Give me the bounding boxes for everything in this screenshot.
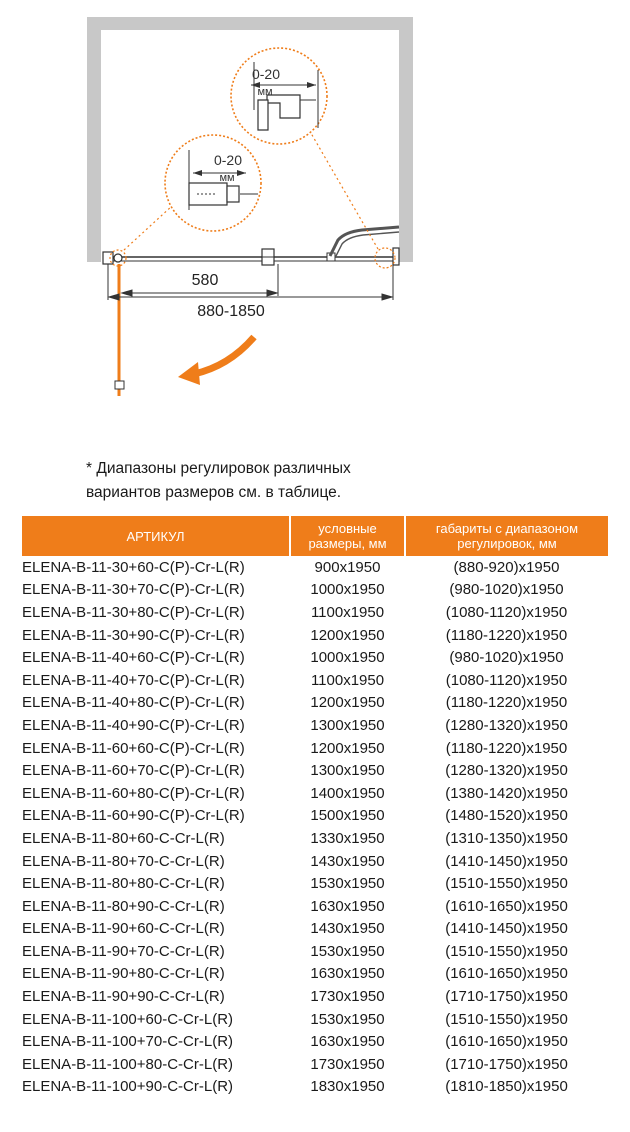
size-range-cell: (1080-1120)x1950: [445, 671, 568, 689]
table-row: [22, 601, 608, 624]
table-row: [22, 782, 608, 805]
glass-panel: [108, 257, 398, 261]
wall-right: [399, 17, 413, 262]
article-cell: ELENA-B-11-30+70-C(P)-Cr-L(R): [22, 581, 245, 599]
table-row: [22, 1008, 608, 1031]
size-range-cell: (1180-1220)x1950: [445, 739, 568, 757]
nominal-size-cell: 1430x1950: [310, 920, 385, 938]
article-cell: ELENA-B-11-80+80-C-Cr-L(R): [22, 875, 225, 893]
open-door-panel: [115, 264, 124, 396]
table-row: [22, 827, 608, 850]
table-row: [22, 1030, 608, 1053]
wall-left: [87, 17, 101, 262]
nominal-size-cell: 1200x1950: [310, 626, 385, 644]
size-range-cell: (1510-1550)x1950: [445, 942, 568, 960]
spec-table: [22, 516, 608, 1098]
header-size-range: габариты с диапазоном регулировок, мм: [405, 516, 608, 556]
table-row: [22, 759, 608, 782]
nominal-size-cell: 1500x1950: [310, 807, 385, 825]
nominal-size-cell: 1200x1950: [310, 739, 385, 757]
nominal-size-cell: 900x1950: [314, 558, 381, 576]
article-cell: ELENA-B-11-40+90-C(P)-Cr-L(R): [22, 716, 245, 734]
article-cell: ELENA-B-11-100+90-C-Cr-L(R): [22, 1078, 234, 1096]
size-range-cell: (1080-1120)x1950: [445, 603, 568, 621]
article-cell: ELENA-B-11-60+70-C(P)-Cr-L(R): [22, 762, 245, 780]
size-range-cell: (1510-1550)x1950: [445, 875, 568, 893]
table-row: [22, 556, 608, 579]
left-wall-profile: [103, 252, 122, 264]
table-row: [22, 1053, 608, 1076]
size-range-cell: (880-920)x1950: [453, 558, 560, 576]
header-nominal-size: условные размеры, мм: [290, 516, 405, 556]
table-row: [22, 872, 608, 895]
article-cell: ELENA-B-11-30+60-C(P)-Cr-L(R): [22, 558, 245, 576]
zoom-right-unit: мм: [257, 86, 273, 98]
nominal-size-cell: 1300x1950: [310, 762, 385, 780]
size-range-cell: (980-1020)x1950: [449, 581, 564, 599]
article-cell: ELENA-B-11-40+80-C(P)-Cr-L(R): [22, 694, 245, 712]
size-range-cell: (1610-1650)x1950: [445, 965, 568, 983]
size-range-cell: (1410-1450)x1950: [445, 920, 568, 938]
article-cell: ELENA-B-11-30+80-C(P)-Cr-L(R): [22, 603, 245, 621]
shower-door-diagram: [0, 0, 630, 420]
zoom-left-unit: мм: [219, 172, 235, 184]
zoom-right-range: 0-20: [251, 66, 281, 82]
nominal-size-cell: 1200x1950: [310, 694, 385, 712]
size-range-cell: (1280-1320)x1950: [445, 762, 568, 780]
article-cell: ELENA-B-11-90+70-C-Cr-L(R): [22, 942, 225, 960]
swing-arrow: [178, 337, 254, 385]
nominal-size-cell: 1400x1950: [310, 784, 385, 802]
adjustment-note: [86, 457, 526, 505]
size-range-cell: (1610-1650)x1950: [445, 1033, 568, 1051]
article-cell: ELENA-B-11-100+60-C-Cr-L(R): [22, 1010, 234, 1028]
table-row: [22, 985, 608, 1008]
table-header-row: [22, 516, 608, 556]
table-row: [22, 805, 608, 828]
dimension-door-width: 580: [191, 272, 219, 289]
nominal-size-cell: 1630x1950: [310, 1033, 385, 1051]
nominal-size-cell: 1830x1950: [310, 1078, 385, 1096]
note-line-1: * Диапазоны регулировок различных: [86, 460, 351, 477]
nominal-size-cell: 1000x1950: [310, 581, 385, 599]
nominal-size-cell: 1630x1950: [310, 965, 385, 983]
nominal-size-cell: 1330x1950: [310, 829, 385, 847]
table-row: [22, 579, 608, 602]
nominal-size-cell: 1730x1950: [310, 1055, 385, 1073]
size-range-cell: (1180-1220)x1950: [445, 694, 568, 712]
header-article: АРТИКУЛ: [22, 516, 290, 556]
nominal-size-cell: 1100x1950: [310, 671, 385, 689]
size-range-cell: (1510-1550)x1950: [445, 1010, 568, 1028]
nominal-size-cell: 1100x1950: [310, 603, 385, 621]
table-row: [22, 646, 608, 669]
article-cell: ELENA-B-11-40+60-C(P)-Cr-L(R): [22, 649, 245, 667]
article-cell: ELENA-B-11-60+90-C(P)-Cr-L(R): [22, 807, 245, 825]
article-cell: ELENA-B-11-60+80-C(P)-Cr-L(R): [22, 784, 245, 802]
table-row: [22, 714, 608, 737]
shower-mixer: [330, 227, 399, 256]
nominal-size-cell: 1630x1950: [310, 897, 385, 915]
table-row: [22, 669, 608, 692]
nominal-size-cell: 1530x1950: [310, 1010, 385, 1028]
table-row: [22, 624, 608, 647]
table-row: [22, 1076, 608, 1099]
table-row: [22, 895, 608, 918]
table-row: [22, 737, 608, 760]
article-cell: ELENA-B-11-40+70-C(P)-Cr-L(R): [22, 671, 245, 689]
article-cell: ELENA-B-11-90+90-C-Cr-L(R): [22, 988, 225, 1006]
spec-table-body: [22, 556, 608, 1098]
nominal-size-cell: 1730x1950: [310, 988, 385, 1006]
table-row: [22, 850, 608, 873]
hinge-clamp: [262, 249, 274, 265]
size-range-cell: (1180-1220)x1950: [445, 626, 568, 644]
article-cell: ELENA-B-11-100+80-C-Cr-L(R): [22, 1055, 234, 1073]
article-cell: ELENA-B-11-90+80-C-Cr-L(R): [22, 965, 225, 983]
dimension-lines: [108, 264, 393, 300]
note-line-2: вариантов размеров см. в таблице.: [86, 484, 342, 501]
table-row: [22, 918, 608, 941]
table-row: [22, 692, 608, 715]
size-range-cell: (1310-1350)x1950: [445, 829, 568, 847]
nominal-size-cell: 1530x1950: [310, 942, 385, 960]
nominal-size-cell: 1000x1950: [310, 649, 385, 667]
size-range-cell: (1610-1650)x1950: [445, 897, 568, 915]
nominal-size-cell: 1430x1950: [310, 852, 385, 870]
size-range-cell: (1810-1850)x1950: [445, 1078, 568, 1096]
dimension-total-range: 880-1850: [197, 303, 265, 320]
table-row: [22, 940, 608, 963]
size-range-cell: (1280-1320)x1950: [445, 716, 568, 734]
article-cell: ELENA-B-11-30+90-C(P)-Cr-L(R): [22, 626, 245, 644]
nominal-size-cell: 1530x1950: [310, 875, 385, 893]
nominal-size-cell: 1300x1950: [310, 716, 385, 734]
size-range-cell: (980-1020)x1950: [449, 649, 564, 667]
size-range-cell: (1380-1420)x1950: [445, 784, 568, 802]
size-range-cell: (1410-1450)x1950: [445, 852, 568, 870]
wall-back: [87, 17, 413, 30]
article-cell: ELENA-B-11-80+70-C-Cr-L(R): [22, 852, 225, 870]
size-range-cell: (1480-1520)x1950: [445, 807, 568, 825]
article-cell: ELENA-B-11-100+70-C-Cr-L(R): [22, 1033, 234, 1051]
size-range-cell: (1710-1750)x1950: [445, 988, 568, 1006]
article-cell: ELENA-B-11-90+60-C-Cr-L(R): [22, 920, 225, 938]
table-row: [22, 963, 608, 986]
article-cell: ELENA-B-11-80+60-C-Cr-L(R): [22, 829, 225, 847]
article-cell: ELENA-B-11-80+90-C-Cr-L(R): [22, 897, 225, 915]
size-range-cell: (1710-1750)x1950: [445, 1055, 568, 1073]
article-cell: ELENA-B-11-60+60-C(P)-Cr-L(R): [22, 739, 245, 757]
zoom-left-range: 0-20: [213, 152, 243, 168]
